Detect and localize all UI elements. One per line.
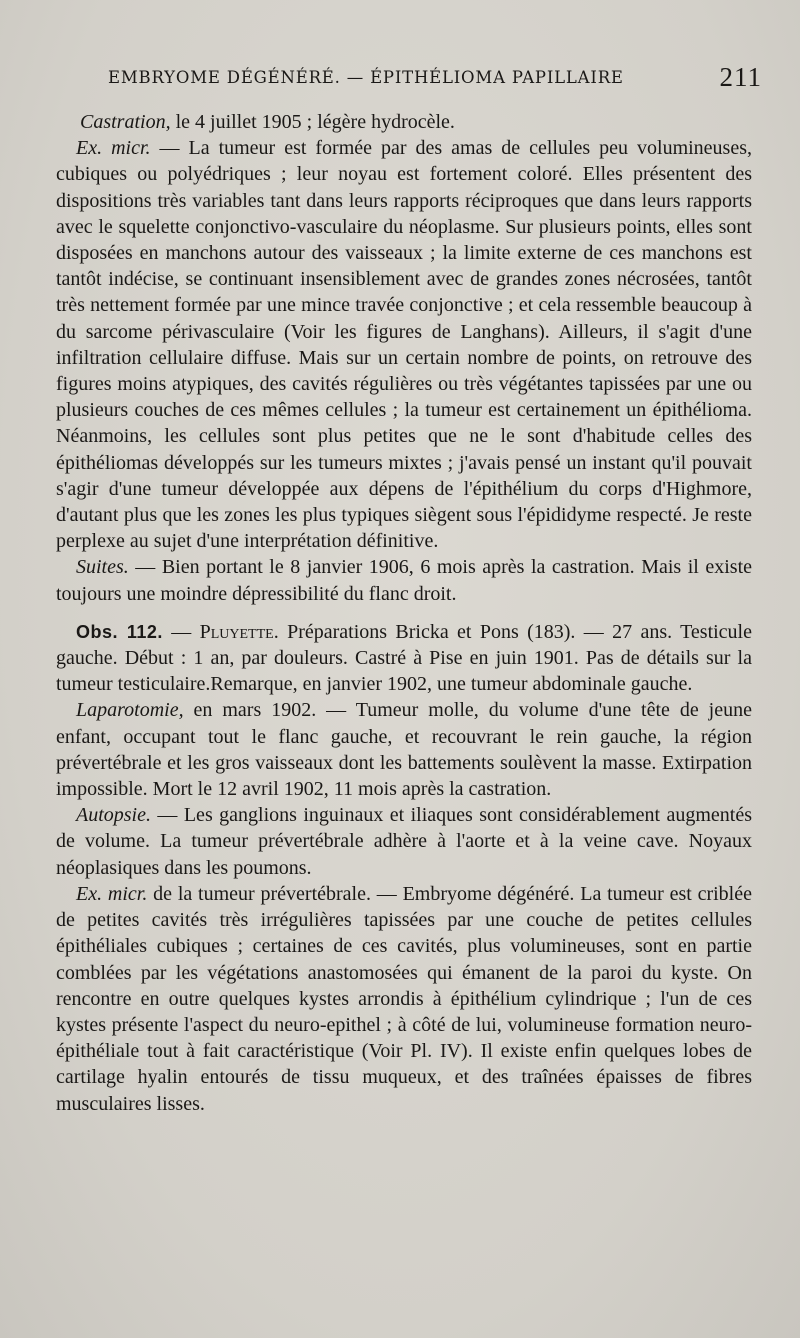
paragraph-text: le 4 juillet 1905 ; légère hydrocèle. (170, 111, 455, 133)
paragraph-lead: Ex. micr. (76, 137, 151, 160)
paragraph-text: — La tumeur est formée par des amas de cellules peu volumineuses, cubiques ou polyédriques ; leur noyau est fortement coloré. Elles présentent des dispositions très variables tant dans leurs rapports réciproques que dans leurs rapports avec le squelette conjonctivo-vasculaire du néoplasme. Sur plusieurs points, elles sont disposées en manchons autour des vaisseaux ; la limite externe de ces manchons est tantôt indécise, se continuant insensiblement avec de grandes zones nécrosées, tantôt très nettement formée par une mince travée conjonctive ; et cela ressemble beaucoup à du sarcome périvasculaire (Voir les figures de Langhans). Ailleurs, il s'agit d'une infiltration cellulaire diffuse. Mais sur un certain nombre de points, on retrouve des figures moins atypiques, des cavités régulières ou très végétantes tapissées par une ou plusieurs couches de ces mêmes cellules ; la tumeur est certainement un épithélioma. Néanmoins, les cellules sont plus petites que ne le sont d'habitude celles des épithéliomas développés sur les tumeurs mixtes ; j'avais pensé un instant qu'il pouvait s'agir d'une tumeur développée aux dépens de l'épithélium du corps d'Highmore, d'autant plus que les zones les plus typiques siègent sous l'épididyme respecté. Je reste perplexe au sujet d'une interprétation définitive. (56, 137, 752, 553)
paragraph-ex-micr-2 (56, 881, 752, 1117)
observation-author: Pluyette. (199, 620, 279, 643)
paragraph-castration (56, 109, 752, 135)
paragraph-lead: Castration, (80, 111, 171, 133)
paragraph-autopsie (56, 802, 752, 881)
paragraph-text: en mars 1902. — Tumeur molle, du volume d'une tête de jeune enfant, occupant tout le flanc gauche, et recouvrant le rein gauche, la région prévertébrale et les gros vaisseaux dont les battements soulèvent la masse. Extirpation impossible. Mort le 12 avril 1902, 11 mois après la castration. (56, 699, 752, 801)
body-text (56, 109, 752, 1117)
observation-paragraph: Obs. 112. — Pluyette. Préparations Bricka et Pons (183). — 27 ans. Testicule gauche. Début : 1 an, par douleurs. Castré à Pise en juin 1901. Pas de détails sur la tumeur testiculaire.Remarque, en janvier 1902, une tumeur abdominale gauche. (56, 620, 752, 696)
paragraph-lead: Autopsie. (76, 804, 151, 827)
page-header (108, 62, 762, 96)
paragraph-lead: Suites. (76, 556, 129, 579)
paragraph-laparotomie (56, 697, 752, 802)
paragraph-lead: Laparotomie, (76, 699, 184, 722)
paragraph-lead: Ex. micr. (76, 882, 148, 905)
paragraph-ex-micr (56, 135, 752, 554)
page-number: 211 (719, 62, 762, 92)
paragraph-suites (56, 554, 752, 606)
paragraph-text: de la tumeur prévertébrale. — Embryome dégénéré. La tumeur est criblée de petites cavités très irrégulières tapissées par une couche de petites cellules épithéliales cubiques ; certaines de ces cavités, plus volumineuses, sont en partie comblées par les végétations anastomosées qui émanent de la paroi du kyste. On rencontre en outre quelques kystes arrondis à épithélium cylindrique ; l'un de ces kystes présente l'aspect du neuro-epithel ; à côté de lui, volumineuse formation neuro-épithéliale tout à fait caractéristique (Voir Pl. IV). Il existe enfin quelques lobes de cartilage hyalin entourés de tissu muqueux, et des traînées épaisses de fibres musculaires lisses. (56, 882, 752, 1115)
running-title: EMBRYOME DÉGÉNÉRÉ. — ÉPITHÉLIOMA PAPILLAIRE (108, 68, 624, 87)
observation-label: Obs. 112. (76, 621, 163, 642)
paragraph-text: — Les ganglions inguinaux et iliaques sont considérablement augmentés de volume. La tumeur prévertébrale adhère à l'aorte et à la veine cave. Noyaux néoplasiques dans les poumons. (56, 804, 752, 879)
paragraph-text: — Bien portant le 8 janvier 1906, 6 mois après la castration. Mais il existe toujours une moindre dépressibilité du flanc droit. (56, 556, 752, 605)
observation-text: Préparations Bricka et Pons (183). — 27 ans. Testicule gauche. Début : 1 an, par douleurs. Castré à Pise en juin 1901. Pas de détails sur la tumeur testiculaire.Remarque, en janvier 1902, une tumeur abdominale gauche. (56, 620, 752, 696)
